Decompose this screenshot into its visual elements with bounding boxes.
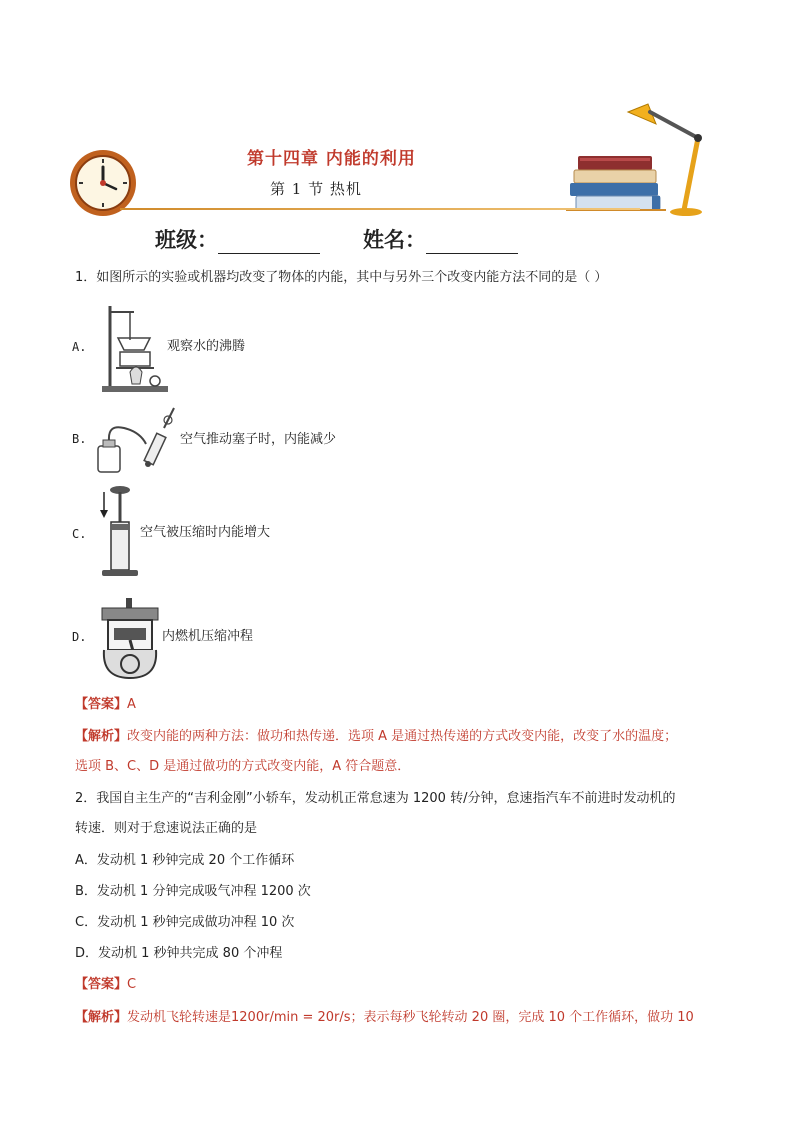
boiling-water-apparatus-icon (100, 302, 170, 394)
q2-option-d: D．发动机 1 秒钟共完成 80 个冲程 (75, 946, 283, 961)
analysis-text: 改变内能的两种方法：做功和热传递．选项 A 是通过热传递的方式改变内能，改变了水的温度； (127, 729, 678, 744)
q1-option-c-caption: 空气被压缩时内能增大 (140, 525, 271, 540)
q1-option-b-letter: B. (72, 432, 87, 446)
answer-tag: 【答案】 (75, 977, 128, 992)
q1-option-b-caption: 空气推动塞子时，内能减少 (180, 432, 337, 447)
air-pushing-stopper-apparatus-icon (94, 404, 180, 476)
answer-value: C (127, 977, 137, 992)
analysis-tag: 【解析】 (75, 1010, 128, 1025)
analysis-text: 发动机飞轮转速是1200r/min = 20r/s；表示每秒飞轮转动 20 圈，完成 10 个工作循环，做功 10 (127, 1010, 694, 1025)
q2-option-b: B．发动机 1 分钟完成吸气冲程 1200 次 (75, 884, 311, 899)
q2-option-c: C．发动机 1 秒钟完成做功冲程 10 次 (75, 915, 295, 930)
name-label: 姓名： (363, 227, 426, 252)
header-divider (120, 208, 640, 210)
class-field (155, 224, 320, 254)
q2-answer (75, 975, 136, 995)
q1-option-d-caption: 内燃机压缩冲程 (162, 629, 254, 644)
section-title: 第 1 节 热机 (270, 180, 362, 198)
q1-answer (75, 695, 136, 715)
chapter-title: 第十四章 内能的利用 (247, 149, 416, 169)
analysis-tag: 【解析】 (75, 729, 128, 744)
q1-option-a-caption: 观察水的沸腾 (167, 339, 246, 354)
q1-option-a-letter: A. (72, 340, 87, 354)
q2-option-a: A．发动机 1 秒钟完成 20 个工作循环 (75, 853, 295, 868)
answer-tag: 【答案】 (75, 697, 128, 712)
q1-option-d-letter: D. (72, 630, 87, 644)
books-and-lamp-icon (566, 98, 716, 222)
internal-combustion-engine-icon (96, 596, 164, 680)
name-field (363, 224, 518, 254)
q2-stem-line1: 2．我国自主生产的“吉利金刚”小轿车，发动机正常怠速为 1200 转/分钟，怠速指汽车不前进时发动机的 (75, 791, 676, 806)
q2-analysis-line1 (75, 1008, 694, 1028)
answer-value: A (127, 697, 136, 712)
air-compression-cylinder-icon (96, 484, 140, 580)
q1-analysis-line1 (75, 727, 677, 747)
q1-option-c-letter: C. (72, 527, 87, 541)
q2-stem-line2: 转速．则对于怠速说法正确的是 (75, 821, 258, 836)
class-label: 班级： (155, 227, 218, 252)
q1-analysis-line2: 选项 B、C、D 是通过做功的方式改变内能，A 符合题意． (75, 759, 411, 774)
class-blank[interactable] (218, 231, 320, 254)
name-blank[interactable] (426, 231, 518, 254)
q1-stem: 1．如图所示的实验或机器均改变了物体的内能，其中与另外三个改变内能方法不同的是（ ） (75, 270, 608, 285)
